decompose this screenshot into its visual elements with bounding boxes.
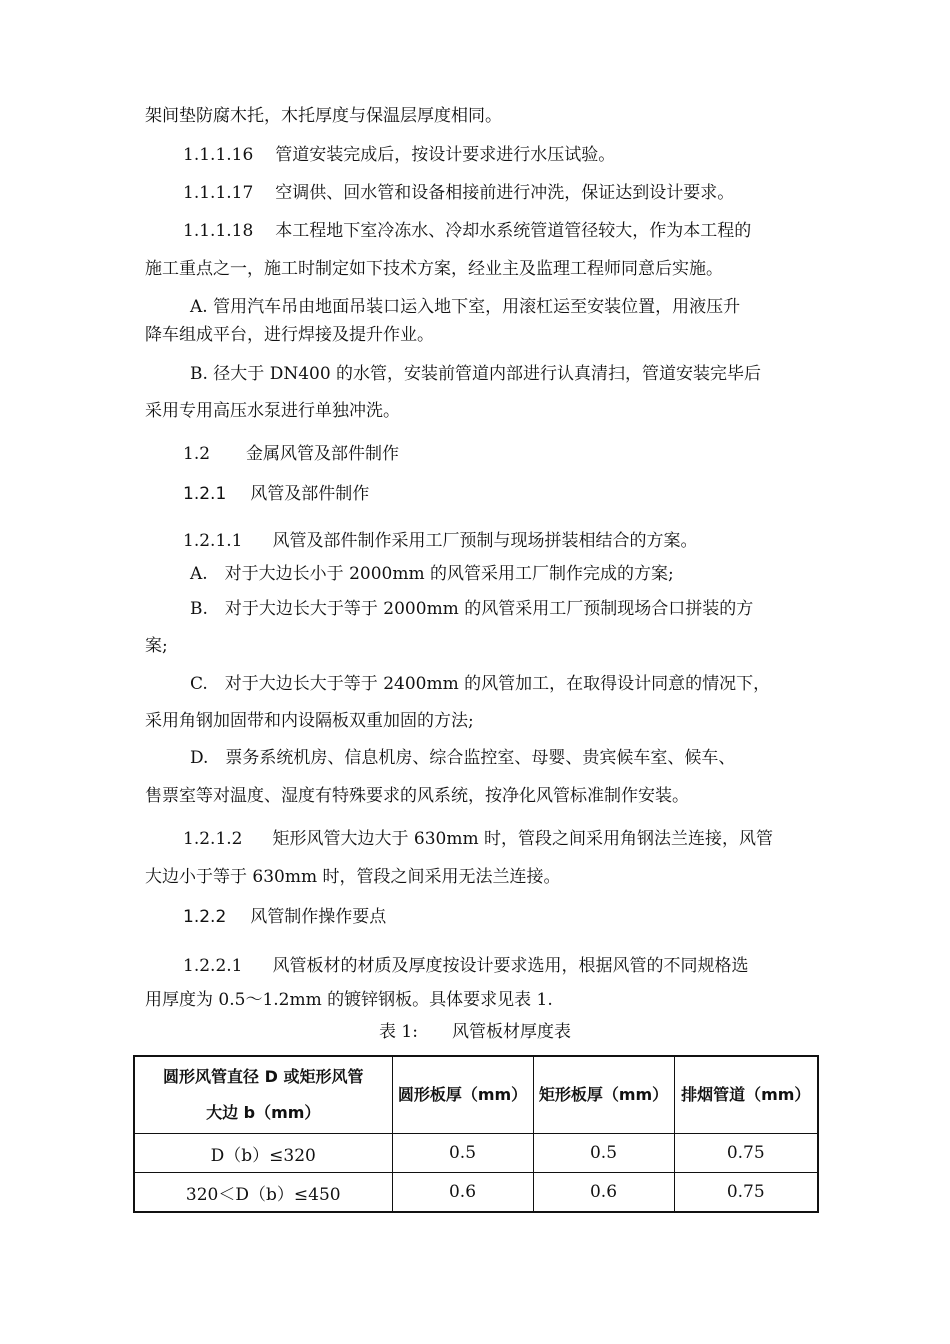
list-item-b: 案; (145, 636, 168, 656)
list-item-c: C. 对于大边长大于等于 2400mm 的风管加工，在取得设计同意的情况下， (190, 674, 771, 694)
paragraph-text: 大边小于等于 630mm 时，管段之间采用无法兰连接。 (145, 867, 561, 887)
table-cell: 0.5 (533, 1134, 674, 1173)
clause-text: 风管及部件制作采用工厂预制与现场拼装相结合的方案。 (272, 531, 698, 551)
clause-1-2-2-1 (183, 954, 748, 978)
clause-1-2-1-2 (183, 827, 773, 851)
paragraph-text: 用厚度为 0.5～1.2mm 的镀锌钢板。具体要求见表 1. (145, 990, 553, 1010)
clause-text: 管道安装完成后，按设计要求进行水压试验。 (275, 145, 616, 165)
clause-1-1-1-17 (183, 181, 734, 205)
header-line: 圆形风管直径 D 或矩形风管 (163, 1067, 364, 1086)
heading-text: 风管及部件制作 (250, 484, 370, 504)
item-a-line: 降车组成平台，进行焊接及提升作业。 (145, 325, 434, 345)
clause-number: 1.2.2.1 (183, 956, 243, 976)
list-item-d: D. 票务系统机房、信息机房、综合监控室、母婴、贵宾候车室、候车、 (190, 748, 736, 768)
duct-thickness-table (133, 1055, 819, 1213)
list-item-c: 采用角钢加固带和内设隔板双重加固的方法; (145, 711, 474, 731)
header-smoke-duct: 排烟管道（mm） (674, 1056, 818, 1134)
clause-text: 空调供、回水管和设备相接前进行冲洗，保证达到设计要求。 (275, 183, 735, 203)
table-row (134, 1173, 818, 1213)
table-header-row (134, 1056, 818, 1134)
paragraph-text: 架间垫防腐木托，木托厚度与保温层厚度相同。 (145, 106, 502, 126)
table-cell: 320＜D（b）≤450 (134, 1173, 392, 1213)
table-cell: 0.5 (392, 1134, 533, 1173)
clause-number: 1.1.1.17 (183, 183, 254, 203)
item-b-line: 采用专用高压水泵进行单独冲洗。 (145, 401, 400, 421)
header-diameter (134, 1056, 392, 1134)
table-cell: D（b）≤320 (134, 1134, 392, 1173)
clause-number: 1.1.1.18 (183, 221, 254, 241)
table-cell: 0.75 (674, 1134, 818, 1173)
table-cell: 0.6 (392, 1173, 533, 1213)
clause-1-1-1-16 (183, 143, 615, 167)
section-heading-1-2-1 (183, 482, 369, 506)
section-heading-1-2 (183, 442, 399, 466)
list-item-b: B. 对于大边长大于等于 2000mm 的风管采用工厂预制现场合口拼装的方 (190, 599, 754, 619)
clause-text: 矩形风管大边大于 630mm 时，管段之间采用角钢法兰连接，风管 (272, 829, 773, 849)
clause-number: 1.2.1.1 (183, 531, 243, 551)
heading-number: 1.2.1 (183, 484, 227, 504)
clause-1-2-1-1 (183, 529, 697, 553)
header-rect-thickness: 矩形板厚（mm） (533, 1056, 674, 1134)
section-heading-1-2-2 (183, 905, 386, 929)
paragraph-text: 施工重点之一，施工时制定如下技术方案，经业主及监理工程师同意后实施。 (145, 259, 723, 279)
list-item-a: A. 对于大边长小于 2000mm 的风管采用工厂制作完成的方案; (190, 564, 674, 584)
table-row (134, 1134, 818, 1173)
item-b-line: B. 径大于 DN400 的水管，安装前管道内部进行认真清扫，管道安装完毕后 (190, 364, 762, 384)
header-round-thickness: 圆形板厚（mm） (392, 1056, 533, 1134)
heading-text: 金属风管及部件制作 (246, 444, 400, 464)
heading-number: 1.2.2 (183, 907, 227, 927)
clause-text: 本工程地下室冷冻水、冷却水系统管道管径较大，作为本工程的 (275, 221, 752, 241)
header-line: 大边 b（mm） (206, 1103, 321, 1122)
table-caption: 表 1: 风管板材厚度表 (379, 1022, 571, 1042)
clause-text: 风管板材的材质及厚度按设计要求选用，根据风管的不同规格选 (272, 956, 749, 976)
table-cell: 0.75 (674, 1173, 818, 1213)
clause-1-1-1-18 (183, 219, 751, 243)
heading-text: 风管制作操作要点 (250, 907, 387, 927)
clause-number: 1.2.1.2 (183, 829, 243, 849)
clause-number: 1.1.1.16 (183, 145, 254, 165)
heading-number: 1.2 (183, 444, 211, 464)
table-cell: 0.6 (533, 1173, 674, 1213)
item-a-line: A. 管用汽车吊由地面吊装口运入地下室，用滚杠运至安装位置，用液压升 (190, 297, 741, 317)
list-item-d: 售票室等对温度、湿度有特殊要求的风系统，按净化风管标准制作安装。 (145, 786, 689, 806)
